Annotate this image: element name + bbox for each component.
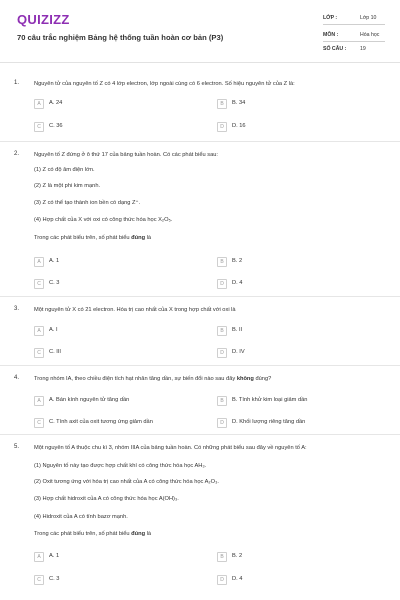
option-letter-box: B xyxy=(217,99,227,109)
meta-divider xyxy=(323,41,385,42)
question-divider xyxy=(0,141,400,142)
option-letter-box: D xyxy=(217,575,227,585)
option-text: B. 2 xyxy=(232,553,243,559)
question-text-prefix: Trong nhóm IA, theo chiều điện tích hạt nhân tăng dần, sự biến đổi nào sau đây xyxy=(34,376,237,382)
worksheet-header xyxy=(0,0,400,62)
statement-4: (4) Hợp chất của X với oxi có công thức hóa học X₂O₅. xyxy=(34,217,173,223)
question-number: 3. xyxy=(14,306,20,312)
question-number: 2. xyxy=(14,151,20,157)
option-text: B. Tính khử kim loại giảm dần xyxy=(232,397,308,403)
option-text: C. Tính axit của oxit tương ứng giảm dần xyxy=(49,419,153,425)
statement-1: (1) Z có độ âm điện lớn. xyxy=(34,167,95,173)
question-divider xyxy=(0,296,400,297)
question-number: 1. xyxy=(14,80,20,86)
question-3 xyxy=(0,306,400,364)
meta-subject-value: Hóa học xyxy=(360,32,380,38)
option-letter-box: D xyxy=(217,279,227,289)
question-text: Một nguyên tử X có 21 electron. Hóa trị cao nhất của X trong hợp chất với oxi là xyxy=(34,307,236,313)
question-5 xyxy=(0,444,400,594)
meta-grade-value: Lớp 10 xyxy=(360,15,377,21)
question-divider xyxy=(0,365,400,366)
meta-count-label: SỐ CÂU : xyxy=(323,46,347,52)
question-1 xyxy=(0,80,400,140)
option-letter-box: B xyxy=(217,257,227,267)
quizizz-logo[interactable]: QUIZIZZ xyxy=(17,12,70,27)
option-letter-box: B xyxy=(217,396,227,406)
option-text: D. IV xyxy=(232,349,245,355)
option-letter-box: C xyxy=(34,279,44,289)
meta-divider xyxy=(323,24,385,25)
statement-emphasis: đúng xyxy=(131,531,146,537)
statement-4: (4) Hidroxit của A có tính bazơ mạnh. xyxy=(34,514,128,520)
option-letter-box: C xyxy=(34,348,44,358)
statement-prompt: Trong các phát biểu trên, số phát biểu đúng là xyxy=(34,235,152,241)
meta-count-value: 19 xyxy=(360,46,366,52)
option-text: A. I xyxy=(49,327,58,333)
option-letter-box: B xyxy=(217,552,227,562)
option-text: C. 3 xyxy=(49,576,60,582)
option-letter-box: A xyxy=(34,396,44,406)
option-text: A. 1 xyxy=(49,553,60,559)
statement-2: (2) Z là một phi kim mạnh. xyxy=(34,183,101,189)
option-letter-box: D xyxy=(217,418,227,428)
option-letter-box: A xyxy=(34,99,44,109)
option-text: B. 2 xyxy=(232,258,243,264)
question-text: Một nguyên tố A thuộc chu kì 3, nhóm IIIA của bảng tuần hoàn. Có những phát biểu sau đây về nguyên tố A: xyxy=(34,445,307,451)
question-number: 4. xyxy=(14,375,20,381)
option-text: B. II xyxy=(232,327,243,333)
option-text: C. 3 xyxy=(49,280,60,286)
question-text-emphasis: không xyxy=(236,376,254,382)
question-4 xyxy=(0,375,400,433)
question-text: Nguyên tử của nguyên tố Z có 4 lớp electron, lớp ngoài cùng có 6 electron. Số hiệu nguyên tử của Z là: xyxy=(34,81,295,87)
option-text: C. III xyxy=(49,349,62,355)
statement-3: (3) Z có thể tạo thành ion bền có dạng Z⁺. xyxy=(34,200,141,206)
question-2 xyxy=(0,151,400,296)
option-text: D. 4 xyxy=(232,280,243,286)
option-letter-box: A xyxy=(34,257,44,267)
option-text: C. 36 xyxy=(49,123,63,129)
question-text xyxy=(34,375,379,383)
option-letter-box: D xyxy=(217,122,227,132)
statement-3: (3) Hợp chất hidroxit của A có công thức hóa học A(OH)₃. xyxy=(34,496,179,502)
option-letter-box: C xyxy=(34,575,44,585)
option-text: A. 1 xyxy=(49,258,60,264)
question-divider xyxy=(0,434,400,435)
option-letter-box: C xyxy=(34,418,44,428)
option-letter-box: A xyxy=(34,326,44,336)
option-text: A. 24 xyxy=(49,100,63,106)
option-text: D. 16 xyxy=(232,123,246,129)
option-text: B. 34 xyxy=(232,100,246,106)
statement-prompt: Trong các phát biểu trên, số phát biểu đúng là xyxy=(34,531,152,537)
question-number: 5. xyxy=(14,444,20,450)
statement-2: (2) Oxit tương ứng với hóa trị cao nhất của A có công thức hóa học A₂O₃. xyxy=(34,479,219,485)
option-letter-box: D xyxy=(217,348,227,358)
question-text: Nguyên tố Z đứng ở ô thứ 17 của bảng tuần hoàn. Có các phát biểu sau: xyxy=(34,152,218,158)
option-text: D. Khối lượng riêng tăng dần xyxy=(232,419,306,425)
meta-subject-label: MÔN : xyxy=(323,32,339,38)
statement-emphasis: đúng xyxy=(131,235,146,241)
worksheet-title: 70 câu trắc nghiệm Bảng hệ thống tuần hoàn cơ bản (P3) xyxy=(17,33,224,42)
option-letter-box: A xyxy=(34,552,44,562)
option-text: D. 4 xyxy=(232,576,243,582)
option-letter-box: C xyxy=(34,122,44,132)
statement-1: (1) Nguyên tố này tạo được hợp chất khí có công thức hóa học AH₃. xyxy=(34,463,207,469)
meta-grade-label: LỚP : xyxy=(323,15,338,21)
option-letter-box: B xyxy=(217,326,227,336)
header-divider xyxy=(0,62,400,63)
option-text: A. Bán kính nguyên tử tăng dần xyxy=(49,397,130,403)
question-text-suffix: đúng? xyxy=(253,376,272,382)
